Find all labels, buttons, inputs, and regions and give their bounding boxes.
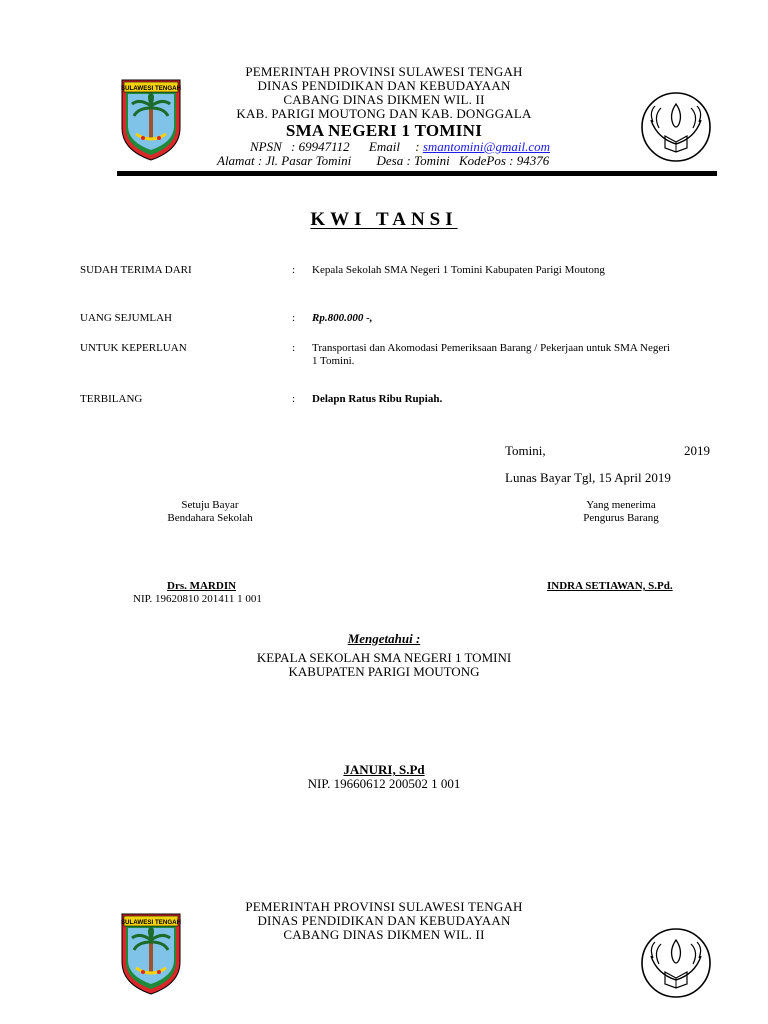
kodepos-value: KodePos : 94376 [458,153,550,168]
headmaster-name-text: JANURI, S.Pd [343,762,425,777]
letterhead2-line-dinas: DINAS PENDIDIKAN DAN KEBUDAYAAN [257,913,511,928]
lunas-bayar-text: Lunas Bayar Tgl, 15 April 2019 [505,470,671,485]
document-title-text: KWI TANSI [310,209,458,230]
document-title [0,209,768,231]
terbilang-value: Delapn Ratus Ribu Rupiah. [312,393,443,405]
untuk-keperluan-colon: : [292,342,296,354]
letterhead-line-cabang: CABANG DINAS DIKMEN WIL. II [283,92,485,107]
letterhead2-line-cabang: CABANG DINAS DIKMEN WIL. II [283,927,485,942]
right-signatory-name: INDRA SETIAWAN, S.Pd. [547,580,673,592]
uang-sejumlah-label: UANG SEJUMLAH [80,312,172,324]
school-name: SMA NEGERI 1 TOMINI [285,121,483,140]
sudah-terima-value: Kepala Sekolah SMA Negeri 1 Tomini Kabupaten Parigi Moutong [312,264,605,276]
email-colon: : [415,139,420,154]
email-label: Email [368,139,400,154]
untuk-keperluan-line2: 1 Tomini. [312,355,355,367]
terbilang-label: TERBILANG [80,393,143,405]
address-label: Alamat [217,153,255,168]
npsn-label: NPSN [250,139,282,154]
letterhead-line-dinas: DINAS PENDIDIKAN DAN KEBUDAYAAN [257,78,511,93]
left-signatory-nip: NIP. 19620810 201411 1 001 [133,593,262,605]
left-signatory-name: Drs. MARDIN [167,580,237,592]
year-text: 2019 [684,443,710,458]
address-value: : Jl. Pasar Tomini [257,153,352,168]
npsn-value: : 69947112 [291,139,350,154]
letterhead-divider [117,171,717,176]
sudah-terima-colon: : [292,264,296,276]
letterhead2-line-province: PEMERINTAH PROVINSI SULAWESI TENGAH [245,899,523,914]
mengetahui-line1: KEPALA SEKOLAH SMA NEGERI 1 TOMINI [256,650,512,665]
untuk-keperluan-line1: Transportasi dan Akomodasi Pemeriksaan Barang / Pekerjaan untuk SMA Negeri [312,342,670,354]
address-line [217,153,549,169]
untuk-keperluan-label: UNTUK KEPERLUAN [80,342,187,354]
mengetahui-line2: KABUPATEN PARIGI MOUTONG [288,664,480,679]
uang-sejumlah-value: Rp.800.000 -, [312,312,373,324]
right-signature-title-1: Yang menerima [586,499,656,511]
sudah-terima-label: SUDAH TERIMA DARI [80,264,192,276]
place-text: Tomini, [505,443,546,458]
headmaster-nip: NIP. 19660612 200502 1 001 [307,776,461,791]
terbilang-colon: : [292,393,296,405]
letterhead-line-kabupaten: KAB. PARIGI MOUTONG DAN KAB. DONGGALA [236,106,532,121]
letterhead-line-province: PEMERINTAH PROVINSI SULAWESI TENGAH [245,64,523,79]
desa-value: Desa : Tomini [376,153,450,168]
left-signature-title-1: Setuju Bayar [181,499,239,511]
svg-text:SULAWESI TENGAH: SULAWESI TENGAH [120,919,182,926]
mengetahui-label-text: Mengetahui : [347,631,421,646]
svg-text:SULAWESI TENGAH: SULAWESI TENGAH [120,85,182,92]
mengetahui-label [0,631,768,647]
uang-sejumlah-colon: : [292,312,296,324]
right-signature-title-2: Pengurus Barang [583,512,659,524]
left-signature-title-2: Bendahara Sekolah [167,512,253,524]
email-link[interactable]: smantomini@gmail.com [422,139,550,154]
